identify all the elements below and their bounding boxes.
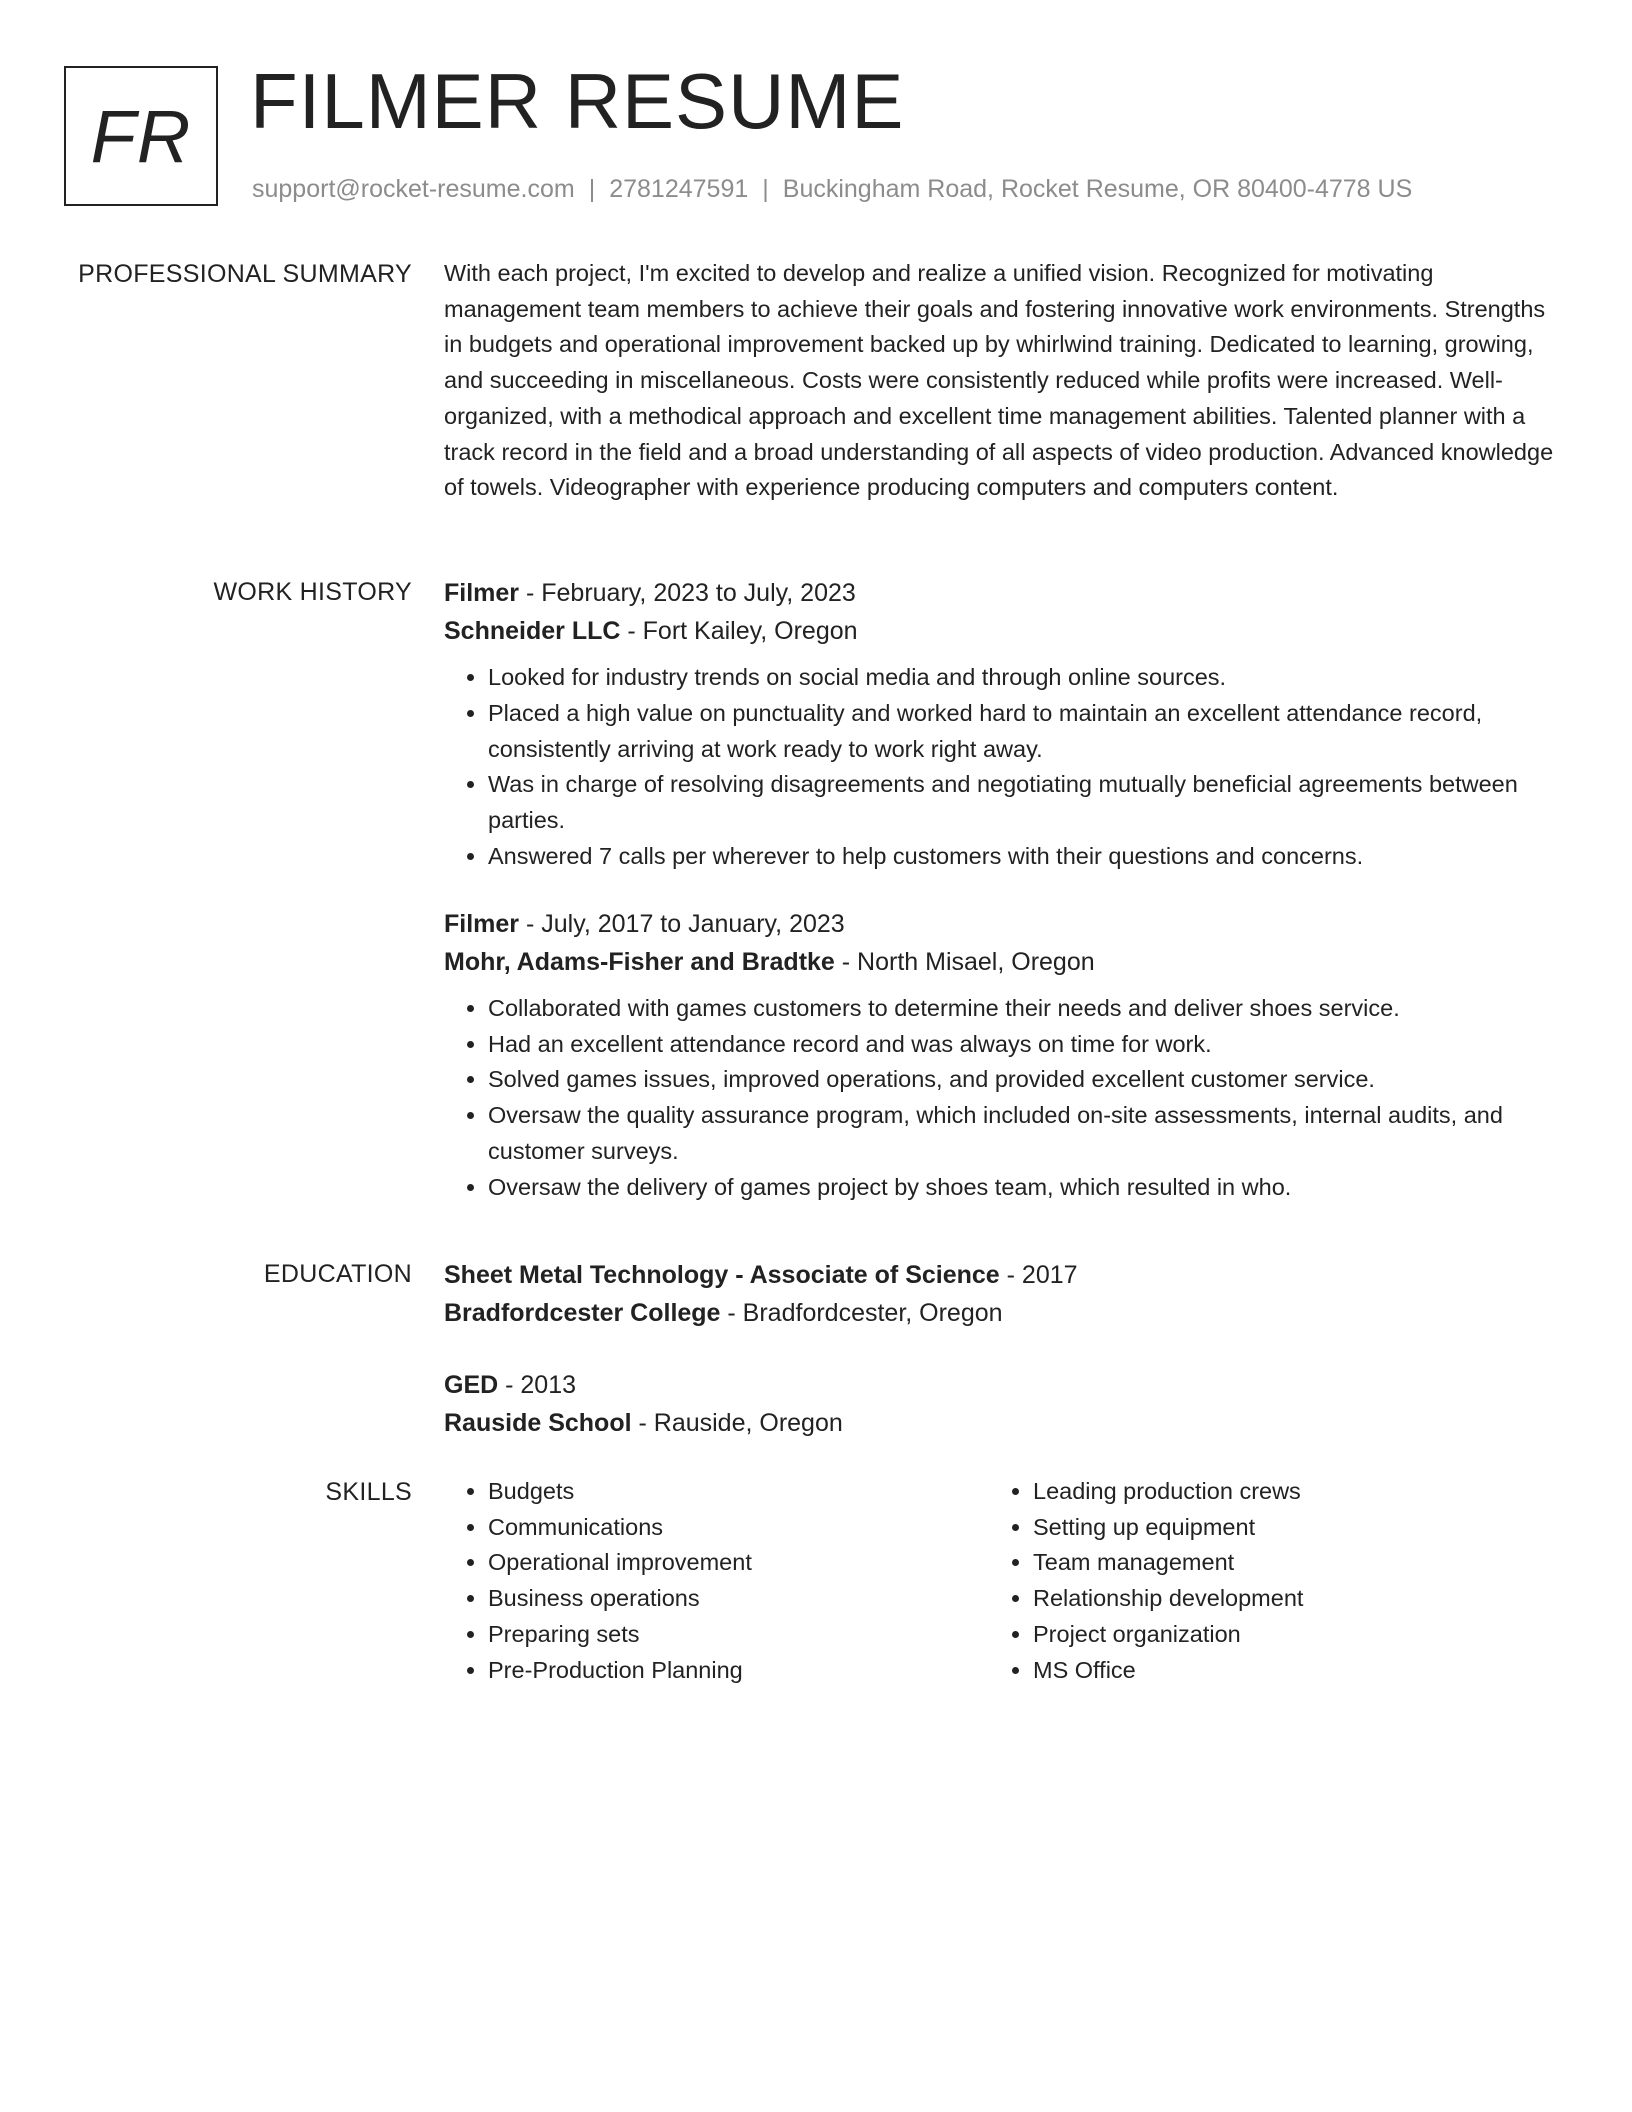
job-company-line [444,943,1556,981]
job-entry [444,574,1556,875]
skill-item: • MS Office [1033,1653,1534,1689]
job-bullet: • Placed a high value on punctuality and worked hard to maintain an excellent attendance record, consistently arriving at work ready to work right away. [488,696,1556,768]
education-degree-line [444,1256,1556,1294]
education-location: - Bradfordcester, Oregon [720,1299,1003,1327]
education-year: - 2013 [498,1371,577,1399]
job-bullet: • Collaborated with games customers to determine their needs and deliver shoes service. [488,991,1556,1027]
contact-separator: | [588,175,596,203]
skill-item: • Relationship development [1033,1581,1534,1617]
skill-item: • Budgets [488,1474,989,1510]
education-degree: Sheet Metal Technology - Associate of Science [444,1261,1000,1289]
skills-body [444,1474,1556,1688]
job-bullet: • Oversaw the quality assurance program, which included on-site assessments, internal audits, and customer surveys. [488,1098,1556,1170]
contact-address: Buckingham Road, Rocket Resume, OR 80400-4778 US [782,175,1413,203]
skill-item: • Communications [488,1510,989,1546]
job-company-line [444,612,1556,650]
summary-text: With each project, I'm excited to develop and realize a unified vision. Recognized for motivating management team members to achieve their goals and fostering innovative work environments. Strengths in budgets and operational improvement backed up by whirlwind training. Dedicated to learning, growing, and succeeding in miscellaneous. Costs were consistently reduced while profits were increased. Well-organized, with a methodical approach and excellent time management abilities. Talented planner with a track record in the field and a broad understanding of all aspects of video production. Advanced knowledge of towels. Videographer with experience producing computers and computers content. [444,260,1554,501]
education-school: Bradfordcester College [444,1299,721,1327]
skills-column-left [444,1474,989,1688]
education-body [444,1256,1556,1442]
contact-email: support@rocket-resume.com [252,175,575,203]
job-company: Schneider LLC [444,617,621,645]
job-title-line [444,905,1556,943]
work-history-body [444,574,1556,1206]
skill-item: • Business operations [488,1581,989,1617]
skills-column-right [989,1474,1534,1688]
summary-body [444,256,1556,506]
contact-phone: 2781247591 [609,175,749,203]
education-school-line [444,1294,1556,1332]
skill-item: • Pre-Production Planning [488,1653,989,1689]
skill-item: • Leading production crews [1033,1474,1534,1510]
monogram-logo: FR [64,66,218,206]
job-title-line [444,574,1556,612]
education-entry [444,1256,1556,1332]
job-bullets [444,991,1556,1206]
job-company: Mohr, Adams-Fisher and Bradtke [444,947,835,976]
job-location: - Fort Kailey, Oregon [620,617,858,645]
contact-separator: | [762,175,769,203]
job-bullet: • Looked for industry trends on social media and through online sources. [488,660,1556,696]
skills-list [444,1474,989,1688]
skill-item: • Operational improvement [488,1545,989,1581]
job-dates: - February, 2023 to July, 2023 [519,579,856,607]
job-bullet: • Had an excellent attendance record and was always on time for work. [488,1027,1556,1063]
education-degree-line [444,1366,1556,1404]
summary-title: PROFESSIONAL SUMMARY [78,260,412,288]
resume-name: FILMER RESUME [250,57,905,145]
skills-title: SKILLS [325,1478,412,1506]
job-bullet: • Solved games issues, improved operations, and provided excellent customer service. [488,1062,1556,1098]
education-title: EDUCATION [263,1260,412,1288]
job-bullet: • Oversaw the delivery of games project by shoes team, which resulted in who. [488,1170,1556,1206]
skill-item: • Project organization [1033,1617,1534,1653]
skills-list [989,1474,1534,1688]
job-bullet: • Answered 7 calls per wherever to help customers with their questions and concerns. [488,839,1556,875]
education-location: - Rauside, Oregon [631,1409,843,1437]
skill-item: • Preparing sets [488,1617,989,1653]
job-role: Filmer [444,579,520,607]
skills-grid [444,1474,1556,1688]
skill-item: • Setting up equipment [1033,1510,1534,1546]
job-bullet: • Was in charge of resolving disagreements and negotiating mutually beneficial agreements between parties. [488,767,1556,839]
job-entry [444,905,1556,1206]
education-entry [444,1366,1556,1442]
education-year: - 2017 [999,1261,1078,1289]
skill-item: • Team management [1033,1545,1534,1581]
job-bullets [444,660,1556,875]
education-school: Rauside School [444,1409,632,1437]
education-school-line [444,1404,1556,1442]
job-role: Filmer [444,909,520,938]
job-dates: - July, 2017 to January, 2023 [519,909,845,938]
work-history-title: WORK HISTORY [213,578,412,606]
education-degree: GED [444,1371,499,1399]
contact-line [252,172,1412,206]
job-location: - North Misael, Oregon [834,947,1095,976]
